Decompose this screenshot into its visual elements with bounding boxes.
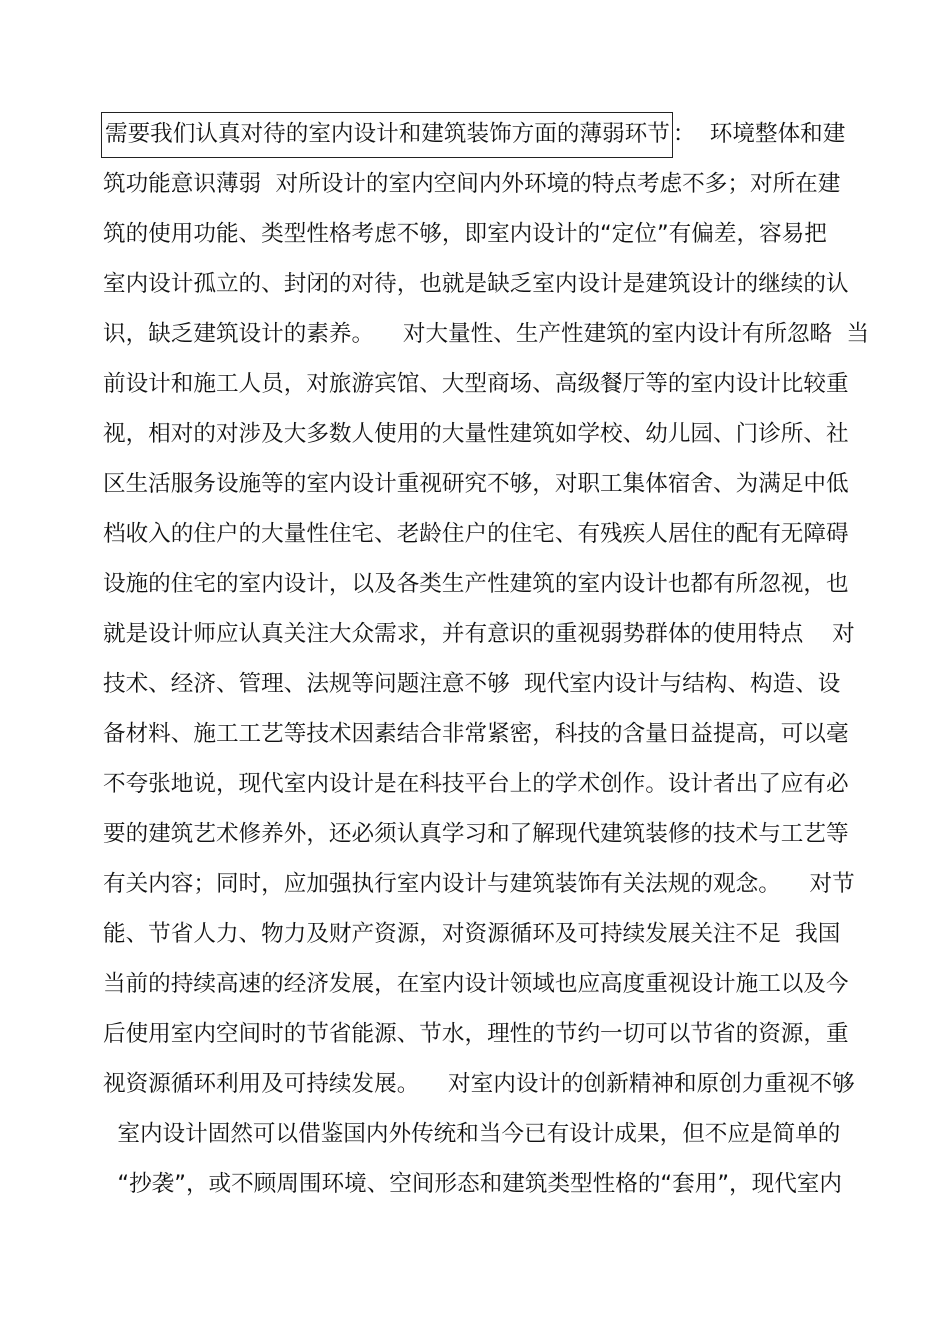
text-line-13: 备材料、施工工艺等技术因素结合非常紧密，科技的含量日益提高，可以毫 [103, 721, 849, 747]
text-line-12: 技术、经济、管理、法规等问题注意不够 现代室内设计与结构、构造、设 [103, 671, 841, 697]
text-line-8: 区生活服务设施等的室内设计重视研究不够，对职工集体宿舍、为满足中低 [103, 471, 849, 497]
text-line-22: “抄袭”，或不顾周围环境、空间形态和建筑类型性格的“套用”，现代室内 [103, 1171, 842, 1197]
text-line-10: 设施的住宅的室内设计，以及各类生产性建筑的室内设计也都有所忽视，也 [103, 571, 849, 597]
text-line-14: 不夸张地说，现代室内设计是在科技平台上的学术创作。设计者出了应有必 [103, 771, 849, 797]
text-line-2: 筑功能意识薄弱 对所设计的室内空间内外环境的特点考虑不多；对所在建 [103, 171, 841, 197]
text-line-9: 档收入的住户的大量性住宅、老龄住户的住宅、有残疾人居住的配有无障碍 [103, 521, 849, 547]
text-line-19: 后使用室内空间时的节省能源、节水，理性的节约一切可以节省的资源，重 [103, 1021, 849, 1047]
text-line-21: 室内设计固然可以借鉴国内外传统和当今已有设计成果，但不应是简单的 [103, 1121, 841, 1147]
line-1-rest: ： 环境整体和建 [672, 121, 846, 147]
text-line-3: 筑的使用功能、类型性格考虑不够，即室内设计的“定位”有偏差，容易把 [103, 221, 827, 247]
highlighted-heading: 需要我们认真对待的室内设计和建筑装饰方面的薄弱环节 [101, 112, 673, 158]
text-line-4: 室内设计孤立的、封闭的对待，也就是缺乏室内设计是建筑设计的继续的认 [103, 271, 849, 297]
text-line-11: 就是设计师应认真关注大众需求，并有意识的重视弱势群体的使用特点 对 [103, 621, 855, 647]
text-line-6: 前设计和施工人员，对旅游宾馆、大型商场、高级餐厅等的室内设计比较重 [103, 371, 849, 397]
text-line-15: 要的建筑艺术修养外，还必须认真学习和了解现代建筑装修的技术与工艺等 [103, 821, 849, 847]
text-line-18: 当前的持续高速的经济发展，在室内设计领域也应高度重视设计施工以及今 [103, 971, 849, 997]
text-line-17: 能、节省人力、物力及财产资源，对资源循环及可持续发展关注不足 我国 [103, 921, 841, 947]
text-line-20: 视资源循环利用及可持续发展。 对室内设计的创新精神和原创力重视不够 [103, 1071, 855, 1097]
text-line-1 [103, 109, 846, 159]
body-text [103, 109, 870, 1209]
text-line-7: 视，相对的对涉及大多数人使用的大量性建筑如学校、幼儿园、门诊所、社 [103, 421, 849, 447]
text-line-16: 有关内容；同时，应加强执行室内设计与建筑装饰有关法规的观念。 对节 [103, 871, 855, 897]
text-line-5: 识，缺乏建筑设计的素养。 对大量性、生产性建筑的室内设计有所忽略 当 [103, 321, 870, 347]
